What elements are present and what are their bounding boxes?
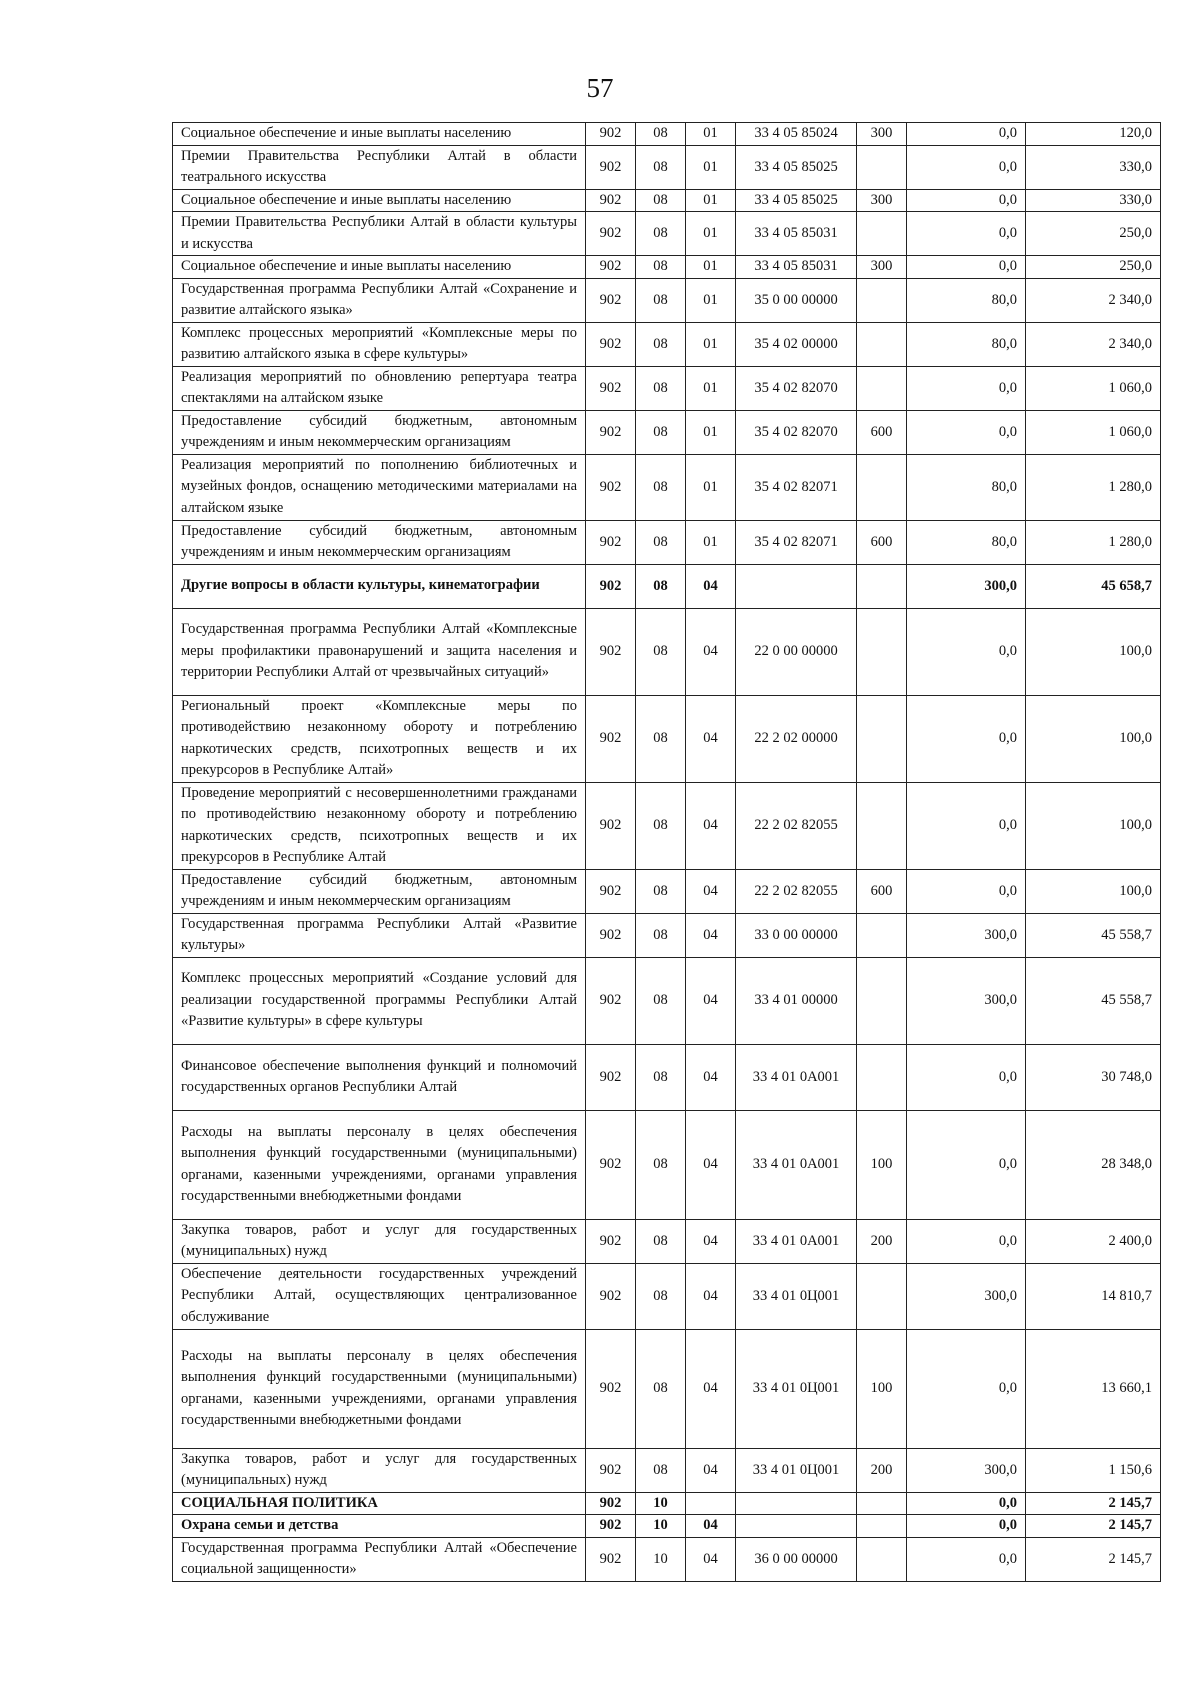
row-grbs: 902 [586,1263,636,1329]
row-rz: 08 [636,123,686,146]
table-row [173,957,1161,1044]
row-csr: 33 0 00 00000 [736,913,857,957]
row-name: Расходы на выплаты персоналу в целях обеспечения выполнения функций государственными (муниципальными) органами, казенными учреждениями, органами управления государственными внебюджетными фондами [173,1110,586,1219]
row-pr: 04 [686,957,736,1044]
row-vr [857,145,907,189]
row-name: Государственная программа Республики Алтай «Развитие культуры» [173,913,586,957]
row-amount-1: 0,0 [907,410,1026,454]
row-pr: 04 [686,564,736,608]
row-amount-2: 45 558,7 [1026,913,1161,957]
row-rz: 08 [636,256,686,279]
row-name: Премии Правительства Республики Алтай в области театрального искусства [173,145,586,189]
row-csr: 22 2 02 82055 [736,869,857,913]
row-vr: 100 [857,1110,907,1219]
row-name: Проведение мероприятий с несовершеннолетними гражданами по противодействию незаконному обороту и потреблению наркотических средств, психотропных веществ и их прекурсоров в Республике Алтай [173,782,586,869]
row-rz: 08 [636,212,686,256]
row-vr [857,564,907,608]
row-amount-2: 250,0 [1026,256,1161,279]
row-amount-2: 28 348,0 [1026,1110,1161,1219]
row-amount-2: 2 400,0 [1026,1219,1161,1263]
row-grbs: 902 [586,913,636,957]
row-pr: 04 [686,1110,736,1219]
row-amount-2: 100,0 [1026,695,1161,782]
row-name: Расходы на выплаты персоналу в целях обеспечения выполнения функций государственными (муниципальными) органами, казенными учреждениями, органами управления государственными внебюджетными фондами [173,1329,586,1448]
row-csr: 35 0 00 00000 [736,278,857,322]
row-name: Премии Правительства Республики Алтай в области культуры и искусства [173,212,586,256]
row-grbs: 902 [586,366,636,410]
row-rz: 08 [636,1263,686,1329]
row-pr: 04 [686,1448,736,1492]
row-amount-1: 300,0 [907,1263,1026,1329]
table-row [173,145,1161,189]
row-pr: 04 [686,1263,736,1329]
row-amount-1: 0,0 [907,145,1026,189]
row-rz: 08 [636,913,686,957]
row-amount-2: 2 145,7 [1026,1537,1161,1581]
row-csr: 33 4 01 00000 [736,957,857,1044]
row-amount-1: 0,0 [907,256,1026,279]
row-grbs: 902 [586,1219,636,1263]
row-csr: 33 4 01 0А001 [736,1044,857,1110]
row-name: Закупка товаров, работ и услуг для государственных (муниципальных) нужд [173,1219,586,1263]
table-row [173,256,1161,279]
row-amount-2: 14 810,7 [1026,1263,1161,1329]
row-vr: 600 [857,410,907,454]
row-amount-1: 0,0 [907,212,1026,256]
row-grbs: 902 [586,957,636,1044]
row-csr: 33 4 05 85025 [736,189,857,212]
row-vr [857,1537,907,1581]
row-vr: 600 [857,520,907,564]
row-grbs: 902 [586,189,636,212]
row-grbs: 902 [586,1515,636,1538]
row-pr: 04 [686,1219,736,1263]
row-csr [736,1492,857,1515]
row-pr: 04 [686,1537,736,1581]
row-csr: 35 4 02 00000 [736,322,857,366]
row-vr [857,1044,907,1110]
row-amount-1: 0,0 [907,1219,1026,1263]
table-row [173,782,1161,869]
row-rz: 10 [636,1537,686,1581]
row-csr: 35 4 02 82071 [736,454,857,520]
row-csr: 33 4 01 0Ц001 [736,1448,857,1492]
table-row [173,123,1161,146]
row-pr: 04 [686,1329,736,1448]
page-number: 57 [586,73,614,103]
table-row [173,913,1161,957]
row-vr [857,1515,907,1538]
row-amount-2: 250,0 [1026,212,1161,256]
row-pr: 01 [686,123,736,146]
row-vr [857,1492,907,1515]
row-amount-2: 1 060,0 [1026,410,1161,454]
row-amount-1: 0,0 [907,1110,1026,1219]
row-pr: 04 [686,608,736,695]
row-pr: 04 [686,782,736,869]
row-amount-2: 120,0 [1026,123,1161,146]
row-amount-1: 0,0 [907,366,1026,410]
row-name: Комплекс процессных мероприятий «Комплексные меры по развитию алтайского языка в сфере культуры» [173,322,586,366]
row-amount-1: 0,0 [907,123,1026,146]
table-row [173,869,1161,913]
row-grbs: 902 [586,1492,636,1515]
row-amount-1: 80,0 [907,278,1026,322]
table-row [173,366,1161,410]
row-vr [857,1263,907,1329]
row-amount-1: 0,0 [907,1329,1026,1448]
row-grbs: 902 [586,564,636,608]
row-amount-2: 1 280,0 [1026,520,1161,564]
table-row [173,454,1161,520]
row-amount-2: 45 658,7 [1026,564,1161,608]
row-vr: 300 [857,189,907,212]
row-vr [857,278,907,322]
row-vr: 600 [857,869,907,913]
row-pr: 04 [686,1515,736,1538]
row-rz: 10 [636,1492,686,1515]
row-name: Комплекс процессных мероприятий «Создание условий для реализации государственной программы Республики Алтай «Развитие культуры» в сфере культуры [173,957,586,1044]
row-amount-2: 330,0 [1026,145,1161,189]
row-grbs: 902 [586,520,636,564]
row-name: Реализация мероприятий по пополнению библиотечных и музейных фондов, оснащению методическими материалами на алтайском языке [173,454,586,520]
row-name: Региональный проект «Комплексные меры по противодействию незаконному обороту и потреблению наркотических средств, психотропных веществ и их прекурсоров в Республике Алтай» [173,695,586,782]
row-rz: 08 [636,189,686,212]
row-amount-2: 100,0 [1026,869,1161,913]
row-amount-2: 1 280,0 [1026,454,1161,520]
table-row [173,189,1161,212]
row-csr: 33 4 01 0Ц001 [736,1329,857,1448]
table-row [173,608,1161,695]
row-name: Социальное обеспечение и иные выплаты населению [173,256,586,279]
row-rz: 08 [636,322,686,366]
row-csr: 33 4 05 85024 [736,123,857,146]
row-grbs: 902 [586,278,636,322]
row-name: Реализация мероприятий по обновлению репертуара театра спектаклями на алтайском языке [173,366,586,410]
row-amount-1: 0,0 [907,869,1026,913]
table-row [173,1219,1161,1263]
row-rz: 08 [636,454,686,520]
row-csr: 33 4 01 0Ц001 [736,1263,857,1329]
table-row [173,1329,1161,1448]
row-rz: 08 [636,520,686,564]
row-name: Государственная программа Республики Алтай «Комплексные меры профилактики правонарушений и защита населения и территории Республики Алтай от чрезвычайных ситуаций» [173,608,586,695]
table-row [173,1263,1161,1329]
row-pr: 04 [686,913,736,957]
row-grbs: 902 [586,1044,636,1110]
row-csr: 35 4 02 82071 [736,520,857,564]
row-csr: 33 4 01 0А001 [736,1110,857,1219]
row-csr: 33 4 01 0А001 [736,1219,857,1263]
row-amount-1: 0,0 [907,608,1026,695]
row-rz: 08 [636,1448,686,1492]
row-vr: 200 [857,1448,907,1492]
row-vr: 300 [857,123,907,146]
table-row [173,1448,1161,1492]
row-amount-1: 80,0 [907,454,1026,520]
row-pr: 01 [686,256,736,279]
row-amount-1: 300,0 [907,957,1026,1044]
row-amount-2: 2 145,7 [1026,1492,1161,1515]
row-csr: 33 4 05 85031 [736,212,857,256]
row-pr: 01 [686,212,736,256]
budget-table [172,122,1161,1582]
row-amount-2: 45 558,7 [1026,957,1161,1044]
row-pr: 01 [686,278,736,322]
row-amount-1: 0,0 [907,189,1026,212]
row-pr: 04 [686,695,736,782]
row-grbs: 902 [586,869,636,913]
row-grbs: 902 [586,782,636,869]
row-vr [857,782,907,869]
row-amount-2: 1 150,6 [1026,1448,1161,1492]
row-rz: 08 [636,1329,686,1448]
table-row [173,322,1161,366]
row-vr [857,454,907,520]
row-amount-1: 0,0 [907,1537,1026,1581]
row-name: Финансовое обеспечение выполнения функций и полномочий государственных органов Республики Алтай [173,1044,586,1110]
row-rz: 08 [636,278,686,322]
row-csr: 22 2 02 82055 [736,782,857,869]
row-grbs: 902 [586,1537,636,1581]
row-csr: 36 0 00 00000 [736,1537,857,1581]
row-csr: 22 2 02 00000 [736,695,857,782]
row-pr: 01 [686,410,736,454]
row-grbs: 902 [586,1110,636,1219]
row-grbs: 902 [586,1448,636,1492]
row-rz: 08 [636,695,686,782]
row-amount-2: 100,0 [1026,782,1161,869]
row-name: Закупка товаров, работ и услуг для государственных (муниципальных) нужд [173,1448,586,1492]
row-vr: 200 [857,1219,907,1263]
row-amount-1: 80,0 [907,322,1026,366]
row-pr [686,1492,736,1515]
row-rz: 08 [636,410,686,454]
row-vr [857,913,907,957]
row-amount-1: 0,0 [907,1492,1026,1515]
row-rz: 08 [636,145,686,189]
row-amount-1: 0,0 [907,695,1026,782]
row-pr: 04 [686,869,736,913]
row-pr: 01 [686,520,736,564]
row-vr [857,322,907,366]
row-csr: 33 4 05 85025 [736,145,857,189]
row-pr: 01 [686,322,736,366]
row-name: Социальное обеспечение и иные выплаты населению [173,189,586,212]
row-amount-2: 100,0 [1026,608,1161,695]
row-rz: 08 [636,1110,686,1219]
row-rz: 08 [636,1044,686,1110]
row-name: Государственная программа Республики Алтай «Обеспечение социальной защищенности» [173,1537,586,1581]
row-pr: 04 [686,1044,736,1110]
row-amount-2: 30 748,0 [1026,1044,1161,1110]
row-amount-1: 0,0 [907,1044,1026,1110]
row-pr: 01 [686,366,736,410]
row-name: Предоставление субсидий бюджетным, автономным учреждениям и иным некоммерческим организациям [173,410,586,454]
row-grbs: 902 [586,410,636,454]
row-grbs: 902 [586,608,636,695]
row-grbs: 902 [586,212,636,256]
row-vr [857,212,907,256]
table-row [173,278,1161,322]
table-row [173,1110,1161,1219]
row-amount-2: 1 060,0 [1026,366,1161,410]
row-csr [736,1515,857,1538]
table-row [173,520,1161,564]
row-rz: 08 [636,1219,686,1263]
row-vr [857,366,907,410]
row-grbs: 902 [586,695,636,782]
table-row [173,212,1161,256]
table-row-section [173,1492,1161,1515]
row-csr [736,564,857,608]
row-vr [857,957,907,1044]
row-name: Предоставление субсидий бюджетным, автономным учреждениям и иным некоммерческим организациям [173,869,586,913]
row-amount-1: 80,0 [907,520,1026,564]
row-amount-1: 300,0 [907,913,1026,957]
row-amount-2: 2 340,0 [1026,278,1161,322]
row-amount-1: 300,0 [907,1448,1026,1492]
row-pr: 01 [686,145,736,189]
row-name: СОЦИАЛЬНАЯ ПОЛИТИКА [173,1492,586,1515]
row-grbs: 902 [586,256,636,279]
row-name: Предоставление субсидий бюджетным, автономным учреждениям и иным некоммерческим организациям [173,520,586,564]
row-grbs: 902 [586,322,636,366]
row-amount-1: 0,0 [907,782,1026,869]
row-rz: 08 [636,869,686,913]
row-name: Социальное обеспечение и иные выплаты населению [173,123,586,146]
row-amount-2: 2 340,0 [1026,322,1161,366]
row-grbs: 902 [586,1329,636,1448]
row-name: Обеспечение деятельности государственных учреждений Республики Алтай, осуществляющих централизованное обслуживание [173,1263,586,1329]
row-rz: 08 [636,564,686,608]
table-row-section [173,564,1161,608]
table-row [173,1044,1161,1110]
row-rz: 08 [636,366,686,410]
row-csr: 35 4 02 82070 [736,410,857,454]
table-row [173,695,1161,782]
row-vr [857,608,907,695]
row-vr [857,695,907,782]
row-csr: 35 4 02 82070 [736,366,857,410]
row-pr: 01 [686,454,736,520]
row-rz: 08 [636,957,686,1044]
row-csr: 22 0 00 00000 [736,608,857,695]
row-vr: 100 [857,1329,907,1448]
row-amount-1: 300,0 [907,564,1026,608]
row-amount-2: 330,0 [1026,189,1161,212]
row-name: Государственная программа Республики Алтай «Сохранение и развитие алтайского языка» [173,278,586,322]
row-pr: 01 [686,189,736,212]
row-amount-2: 2 145,7 [1026,1515,1161,1538]
row-amount-2: 13 660,1 [1026,1329,1161,1448]
row-name: Охрана семьи и детства [173,1515,586,1538]
row-grbs: 902 [586,454,636,520]
row-rz: 08 [636,608,686,695]
table-row [173,1537,1161,1581]
row-grbs: 902 [586,145,636,189]
row-name: Другие вопросы в области культуры, кинематографии [173,564,586,608]
row-rz: 10 [636,1515,686,1538]
table-row-section [173,1515,1161,1538]
table-row [173,410,1161,454]
row-rz: 08 [636,782,686,869]
row-vr: 300 [857,256,907,279]
row-amount-1: 0,0 [907,1515,1026,1538]
row-grbs: 902 [586,123,636,146]
row-csr: 33 4 05 85031 [736,256,857,279]
